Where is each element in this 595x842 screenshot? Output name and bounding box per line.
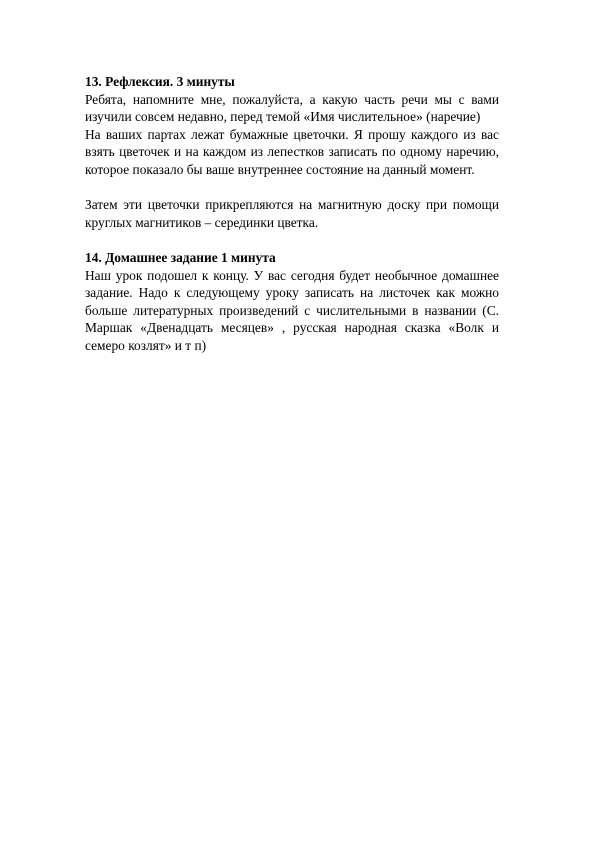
paragraph-reflection-magnets: Затем эти цветочки прикрепляются на магнитную доску при помощи круглых магнитиков – серединки цветка. <box>85 197 499 230</box>
paragraph-reflection-question: Ребята, напомните мне, пожалуйста, а какую часть речи мы с вами изучили совсем недавно, перед темой «Имя числительное» (наречие) <box>85 91 499 125</box>
section-spacer <box>85 231 499 249</box>
paragraph-homework: Наш урок подошел к концу. У вас сегодня будет необычное домашнее задание. Надо к следующему уроку записать на листочек как можно больше литературных произведений с числительными в названии (С. Маршак «Двенадцать месяцев» , русская народная сказка «Волк и семеро козлят» и т п) <box>85 267 499 353</box>
paragraph-reflection-task: На ваших партах лежат бумажные цветочки. Я прошу каждого из вас взять цветочек и на каждом из лепестков записать по одному наречию, которое показало бы ваше внутреннее состояние на данный момент. <box>85 126 499 177</box>
section-title-reflection: 13. Рефлексия. 3 минуты <box>85 74 235 89</box>
section-title-homework: 14. Домашнее задание 1 минута <box>85 249 276 265</box>
paragraph-spacer <box>85 179 499 197</box>
page-content <box>85 73 499 355</box>
